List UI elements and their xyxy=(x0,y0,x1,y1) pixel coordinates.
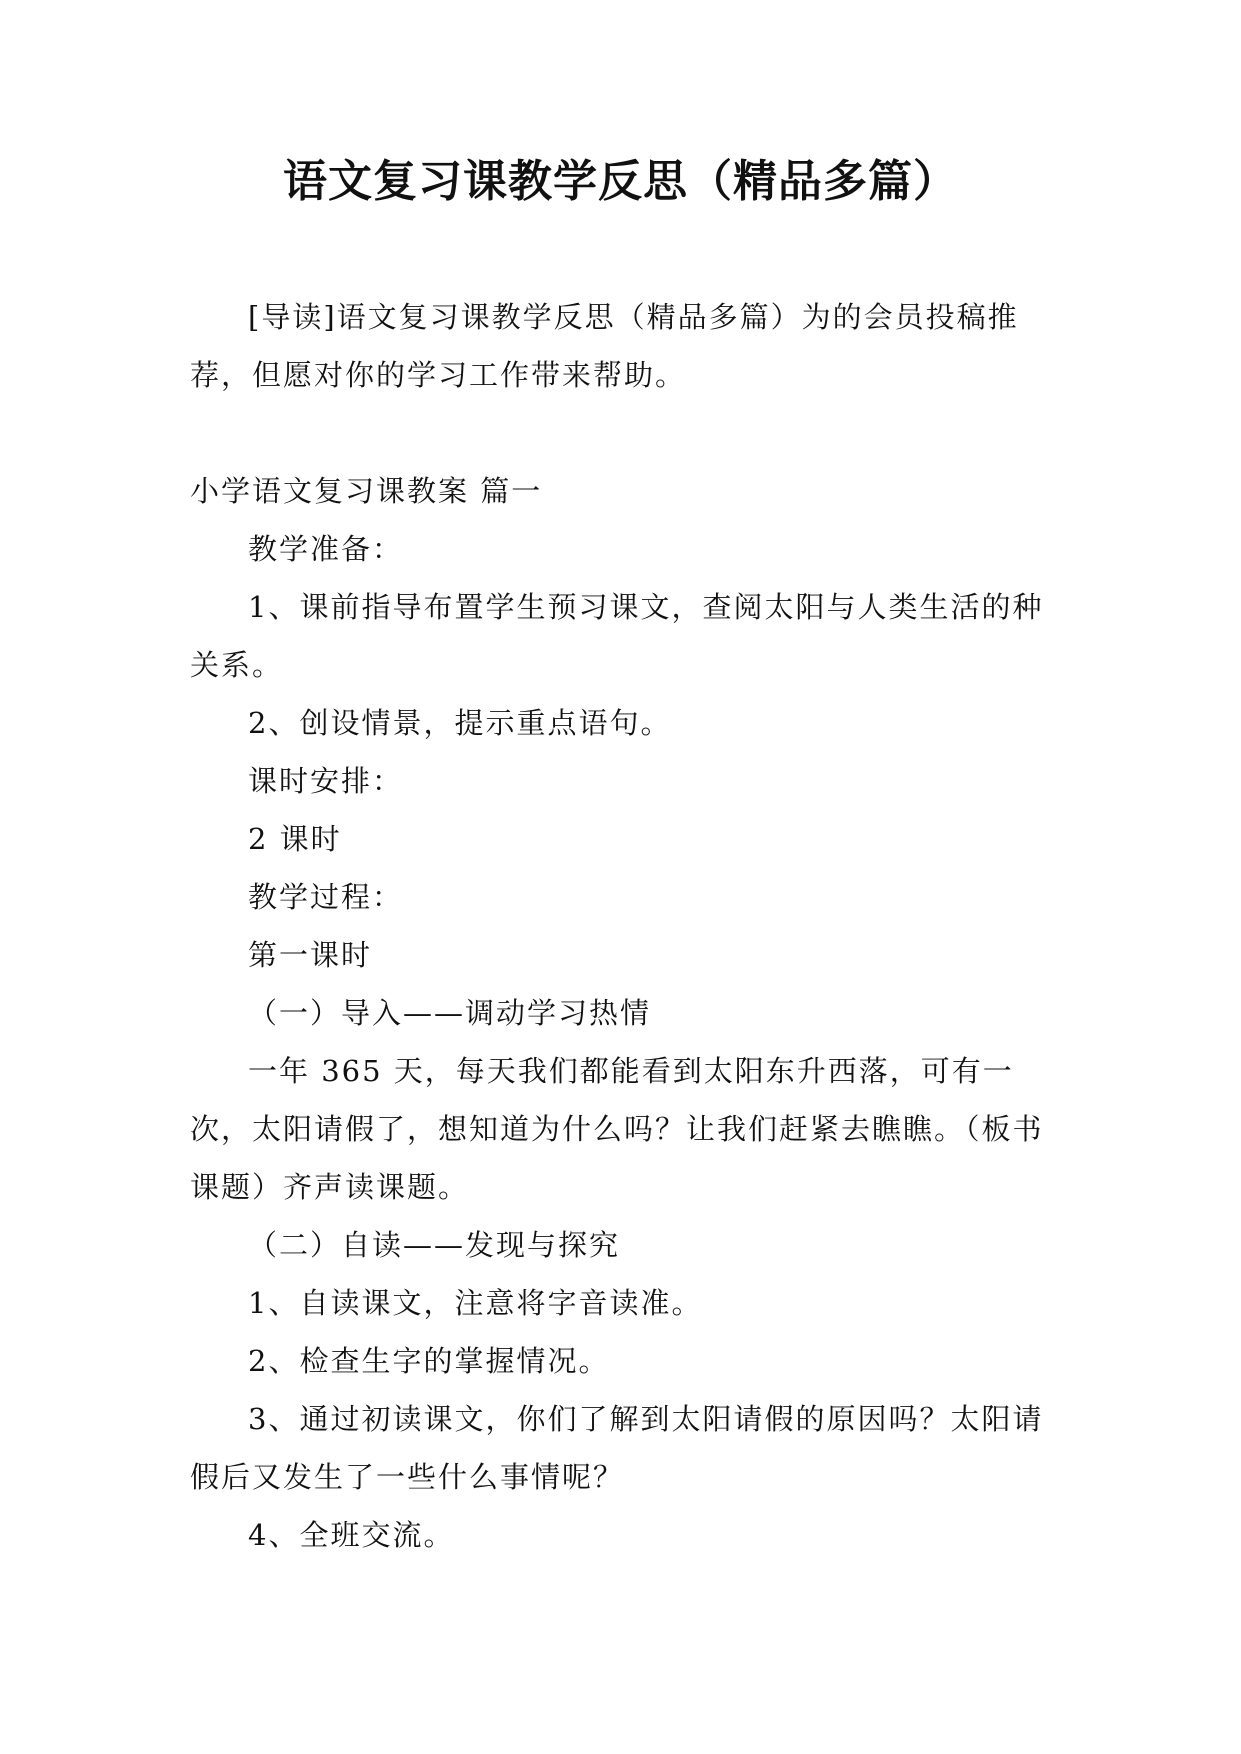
paragraph: 课时安排： xyxy=(248,764,404,798)
section-heading: 小学语文复习课教案 篇一 xyxy=(190,474,543,508)
paragraph: 2 课时 xyxy=(248,822,342,856)
paragraph: 2、检查生字的掌握情况。 xyxy=(248,1344,610,1378)
paragraph: 2、创设情景，提示重点语句。 xyxy=(248,706,672,740)
paragraph: （一）导入——调动学习热情 xyxy=(248,996,652,1030)
paragraph: 4、全班交流。 xyxy=(248,1518,455,1552)
paragraph: 教学准备： xyxy=(248,532,404,566)
document-body xyxy=(190,288,1052,1564)
paragraph: 1、自读课文，注意将字音读准。 xyxy=(248,1286,703,1320)
document-title: 语文复习课教学反思（精品多篇） xyxy=(283,156,958,207)
paragraph: 3、通过初读课文，你们了解到太阳请假的原因吗？太阳请假后又发生了一些什么事情呢？ xyxy=(190,1402,1044,1494)
intro-paragraph: [导读]语文复习课教学反思（精品多篇）为的会员投稿推荐，但愿对你的学习工作带来帮助。 xyxy=(190,300,1019,392)
paragraph: 第一课时 xyxy=(248,938,373,972)
paragraph: 一年 365 天，每天我们都能看到太阳东升西落，可有一次，太阳请假了，想知道为什么吗？让我们赶紧去瞧瞧。（板书课题）齐声读课题。 xyxy=(190,1054,1044,1204)
paragraph: （二）自读——发现与探究 xyxy=(248,1228,621,1262)
paragraph: 教学过程： xyxy=(248,880,404,914)
paragraph: 1、课前指导布置学生预习课文，查阅太阳与人类生活的种关系。 xyxy=(190,590,1044,682)
spacer xyxy=(190,404,1052,462)
